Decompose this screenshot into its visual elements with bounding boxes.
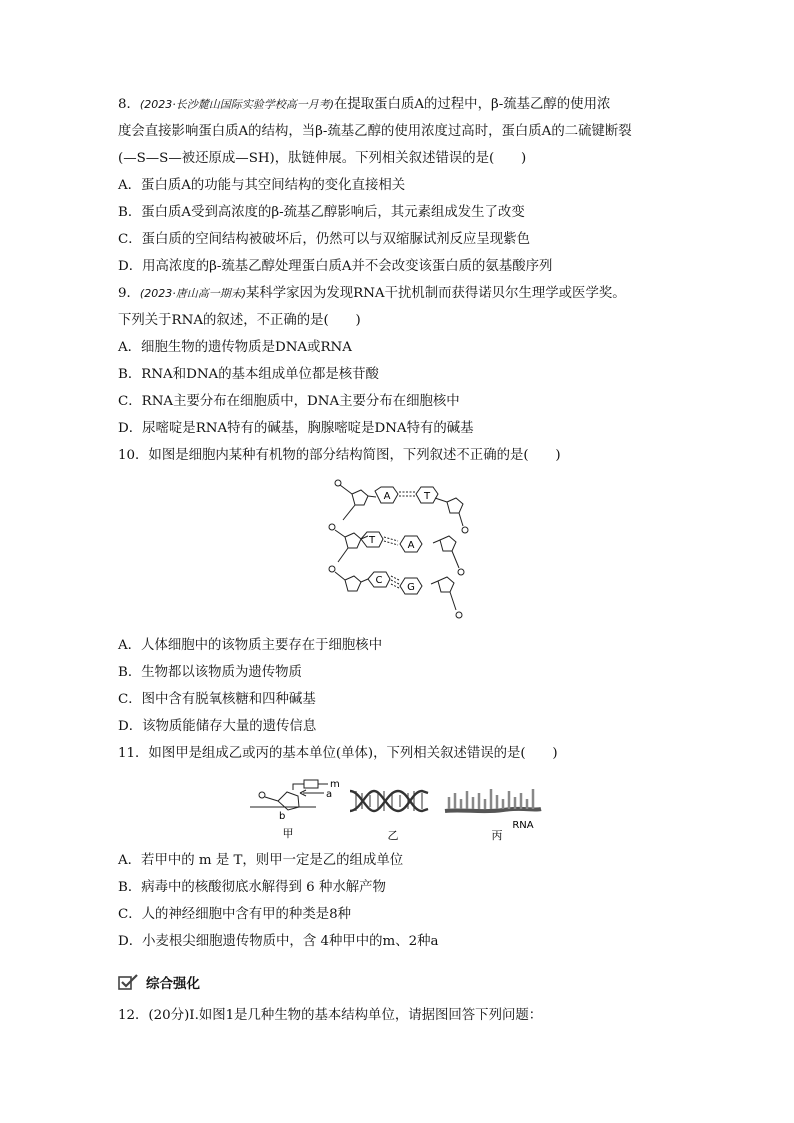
base-g-right: G: [407, 582, 415, 593]
q8-source: (2023·长沙麓山国际实验学校高一月考): [139, 98, 334, 111]
caption-yi: 乙: [387, 829, 399, 842]
dna-structure-figure: [318, 476, 478, 626]
label-rna: RNA: [512, 820, 534, 831]
q9-option-d: D．尿嘧啶是RNA特有的碱基，胸腺嘧啶是DNA特有的碱基: [118, 421, 474, 436]
q10-option-b: B．生物都以该物质为遗传物质: [118, 665, 302, 680]
q10-option-c: C．图中含有脱氧核糖和四种碱基: [118, 692, 316, 707]
q9-stem-line1: 9．(2023·唐山高一期末)某科学家因为发现RNA干扰机制而获得诺贝尔生理学或医学奖。: [118, 286, 626, 301]
label-b: b: [279, 811, 286, 822]
q10-option-d: D．该物质能储存大量的遗传信息: [118, 719, 317, 734]
q11-option-a: A．若甲中的 m 是 T，则甲一定是乙的组成单位: [118, 853, 404, 868]
label-a: a: [326, 789, 333, 800]
q11-option-c: C．人的神经细胞中含有甲的种类是8种: [118, 907, 352, 922]
label-m: m: [330, 779, 340, 790]
q10-stem: 10．如图是细胞内某种有机物的部分结构简图，下列叙述不正确的是( ): [118, 448, 561, 463]
q9-option-b: B．RNA和DNA的基本组成单位都是核苷酸: [118, 367, 379, 382]
checkmark-icon: [118, 973, 140, 991]
base-a-left: A: [383, 491, 391, 502]
caption-jia: 甲: [282, 827, 294, 840]
base-a-right: A: [407, 540, 415, 551]
q9-option-c: C．RNA主要分布在细胞质中，DNA主要分布在细胞核中: [118, 394, 460, 409]
q11-option-b: B．病毒中的核酸彻底水解得到 6 种水解产物: [118, 880, 386, 895]
q8-option-a: A．蛋白质A的功能与其空间结构的变化直接相关: [118, 178, 406, 193]
section-title: 综合强化: [146, 976, 200, 992]
q11-option-d: D．小麦根尖细胞遗传物质中，含 4种甲中的m、2种a: [118, 934, 439, 949]
base-c-left: C: [375, 575, 383, 586]
caption-bing: 丙: [491, 829, 503, 842]
q8-stem-line3: (—S—S—被还原成—SH)，肽链伸展。下列相关叙述错误的是( ): [118, 151, 527, 166]
q9-option-a: A．细胞生物的遗传物质是DNA或RNA: [118, 340, 352, 355]
base-t-right: T: [423, 491, 431, 502]
q8-option-d: D．用高浓度的β-巯基乙醇处理蛋白质A并不会改变该蛋白质的氨基酸序列: [118, 259, 553, 274]
dna-double-helix-figure-yi: [350, 785, 432, 843]
base-t-left: T: [368, 535, 376, 546]
q8-option-b: B．蛋白质A受到高浓度的β-巯基乙醇影响后，其元素组成发生了改变: [118, 205, 525, 220]
rna-strand-figure-bing: [443, 785, 553, 843]
q11-stem: 11．如图甲是组成乙或丙的基本单位(单体)，下列相关叙述错误的是( ): [118, 746, 558, 761]
q9-stem-line2: 下列关于RNA的叙述，不正确的是( ): [118, 313, 361, 328]
q10-option-a: A．人体细胞中的该物质主要存在于细胞核中: [118, 638, 383, 653]
section-header: [118, 969, 233, 995]
q9-source: (2023·唐山高一期末): [139, 287, 246, 300]
q8-stem-line1: 8．(2023·长沙麓山国际实验学校高一月考)在提取蛋白质A的过程中，β-巯基乙醇的使用浓: [118, 97, 611, 112]
q12-stem: 12．(20分)Ⅰ.如图1是几种生物的基本结构单位，请据图回答下列问题：: [118, 1008, 543, 1023]
q8-option-c: C．蛋白质的空间结构被破坏后，仍然可以与双缩脲试剂反应呈现紫色: [118, 232, 530, 247]
q8-stem-line2: 度会直接影响蛋白质A的结构，当β-巯基乙醇的使用浓度过高时，蛋白质A的二硫键断裂: [118, 124, 632, 139]
nucleotide-figure-jia: [248, 773, 358, 843]
